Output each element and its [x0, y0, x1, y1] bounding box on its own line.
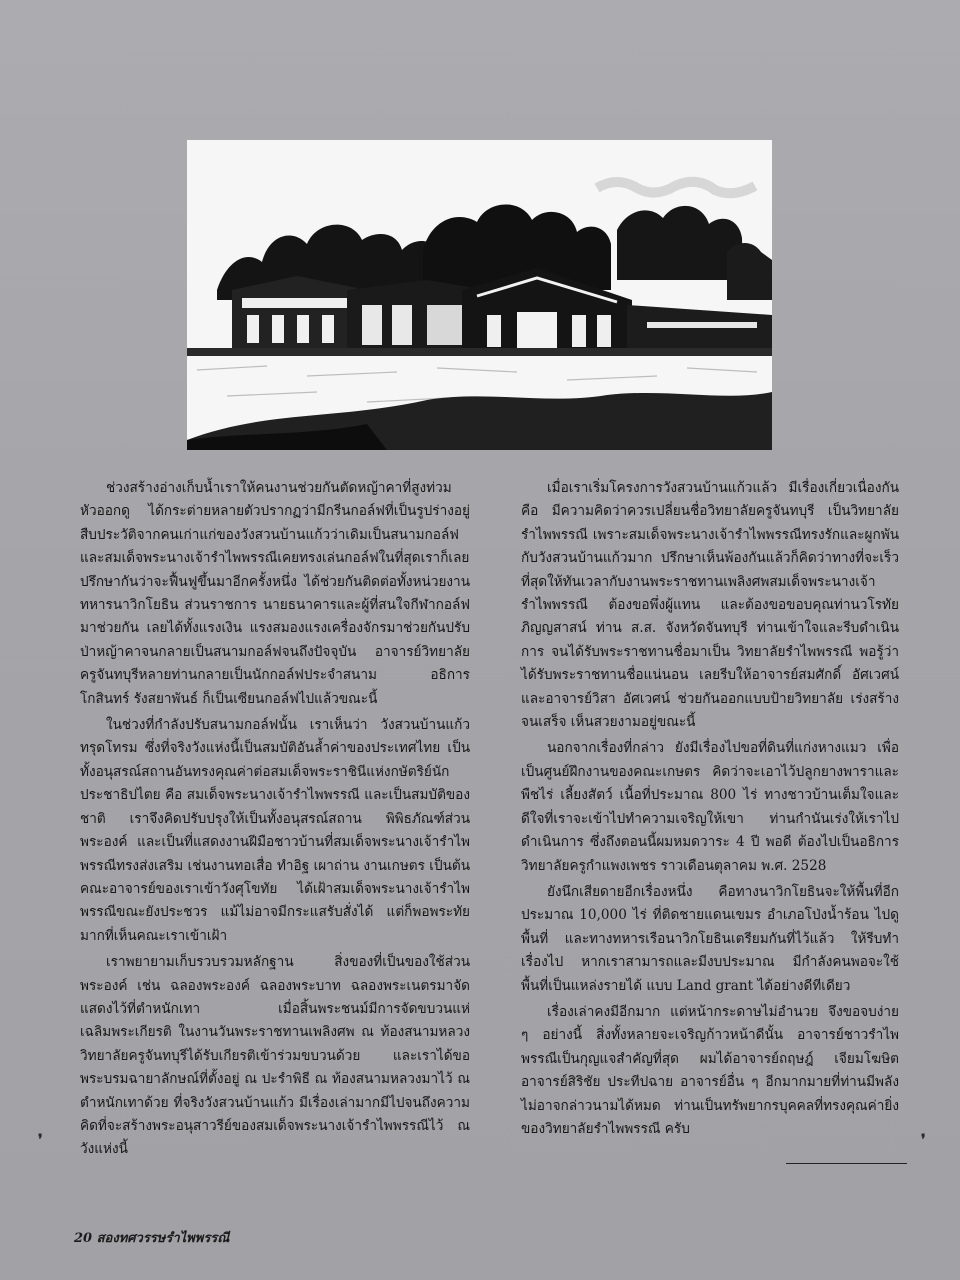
paragraph: เราพยายามเก็บรวบรวมหลักฐาน สิ่งของที่เป็นของใช้ส่วนพระองค์ เช่น ฉลองพระองค์ ฉลองพระบาท ฉลองพระเนตรมาจัดแสดงไว้ที่ตำหนักเทา เมื่อสิ้นพระชนม์มีการจัดขบวนแห่เฉลิมพระเกียรติ ในงานวันพระราชทานเพลิงศพ ณ ท้องสนามหลวง วิทยาลัยครูจันทบุรีได้รับเกียรติเข้าร่วมขบวนด้วย และเราได้ขอพระบรมฉายาลักษณ์ที่ตั้งอยู่ ณ ปะรำพิธี ณ ท้องสนามหลวงมาไว้ ณ ตำหนักเทาด้วย ที่จริงวังสวนบ้านแก้ว มีเรื่องเล่ามากมีไปจนถึงความคิดที่จะสร้างพระอนุสาวรีย์ของสมเด็จพระนางเจ้ารำไพพรรณีไว้ ณ วังแห่งนี้	[80, 954, 470, 1158]
article-end-rule	[786, 1163, 907, 1164]
paragraph: ยังนึกเสียดายอีกเรื่องหนึ่ง คือทางนาวิกโยธินจะให้พื้นที่อีกประมาณ 10,000 ไร่ ที่ติดชายแดนเขมร อำเภอโป่งน้ำร้อน ไปดูพื้นที่ และทางทหารเรือนาวิกโยธินเตรียมกันที่ไว้แล้ว ให้รีบทำเรื่องไป หากเราสามารถและมีงบประมาณ มีกำลังคนพอจะใช้พื้นที่เป็นแหล่งรายได้ แบบ Land grant ได้อย่างดีทีเดียว	[521, 883, 899, 994]
halftone-photo-campus-buildings	[187, 140, 772, 450]
page-footer: 20 สองทศวรรษรำไพพรรณี	[74, 1231, 230, 1246]
paragraph: เรื่องเล่าคงมีอีกมาก แต่หน้ากระดาษไม่อำนวย จึงขอจบง่าย ๆ อย่างนี้ สิ่งทั้งหลายจะเจริญก้าวหน้าดีนั้น อาจารย์ชาวรำไพพรรณีเป็นกุญแจสำคัญที่สุด ผมได้อาจารย์ถฤษฎ์ เจียมโฆษิต อาจารย์สิริชัย ประทีปฉาย อาจารย์อื่น ๆ อีกมากมายที่ท่านมีพลัง ไม่อาจกล่าวนามได้หมด ท่านเป็นทรัพยากรบุคคลที่ทรงคุณค่ายิ่งของวิทยาลัยรำไพพรรณี ครับ	[521, 1003, 899, 1137]
paragraph: เมื่อเราเริ่มโครงการวังสวนบ้านแก้วแล้ว มีเรื่องเกี่ยวเนื่องกันคือ มีความคิดว่าควรเปลี่ยนชื่อวิทยาลัยครูจันทบุรี เป็นวิทยาลัยรำไพพรรณี เพราะสมเด็จพระนางเจ้ารำไพพรรณีทรงรักและผูกพันกับวังสวนบ้านแก้วมาก ปรึกษาเห็นพ้องกันแล้วก็คิดว่าทางที่จะเร็วที่สุดให้ทันเวลากับงานพระราชทานเพลิงศพสมเด็จพระนางเจ้ารำไพพรรณี ต้องขอพึ่งผู้แทน และต้องขอขอบคุณท่านวโรทัย ภิญญสาสน์ ท่าน ส.ส. จังหวัดจันทบุรี ท่านเข้าใจและรีบดำเนินการ จนได้รับพระราชทานชื่อมาเป็น วิทยาลัยรำไพพรรณี พอรู้ว่าได้รับพระราชทานชื่อแน่นอน เลยรีบให้อาจารย์สมศักดิ์ อัศเวศน์ และอาจารย์วิสา อัศเวศน์ ช่วยกันออกแบบป้ายวิทยาลัย เร่งสร้างจนเสร็จ เห็นสวยงามอยู่ขณะนี้	[521, 480, 899, 731]
binding-mark-icon: ❜	[38, 1132, 43, 1148]
article-body	[80, 477, 910, 1177]
right-column	[521, 477, 899, 1144]
paragraph: ในช่วงที่กำลังปรับสนามกอล์ฟนั้น เราเห็นว่า วังสวนบ้านแก้วทรุดโทรม ซึ่งที่จริงวังแห่งนี้เป็นสมบัติอันล้ำค่าของประเทศไทย เป็นทั้งอนุสรณ์สถานอันทรงคุณค่าต่อสมเด็จพระราชินีแห่งกษัตริย์นักประชาธิปไตย คือ สมเด็จพระนางเจ้ารำไพพรรณี และเป็นสมบัติของชาติ เราจึงคิดปรับปรุงให้เป็นทั้งอนุสรณ์สถาน พิพิธภัณฑ์ส่วนพระองค์ และเป็นที่แสดงงานฝีมือชาวบ้านที่สมเด็จพระนางเจ้ารำไพพรรณีทรงส่งเสริม เช่นงานทอเสื่อ ทำอิฐ เผาถ่าน งานเกษตร เป็นต้น คณะอาจารย์ของเราเข้าวังศุโขทัย ได้เฝ้าสมเด็จพระนางเจ้ารำไพพรรณีขณะยังประชวร แม้ไม่อาจมีกระแสรับสั่งได้ แต่ก็พอพระทัยมากที่เห็นคณะเราเข้าเฝ้า	[80, 717, 470, 944]
paragraph: ช่วงสร้างอ่างเก็บน้ำเราให้คนงานช่วยกันตัดหญ้าคาที่สูงท่วมหัวออกดู ได้กระต่ายหลายตัวปรากฏว่ามีกรีนกอล์ฟที่เป็นรูปร่างอยู่ สืบประวัติจากคนเก่าแก่ของวังสวนบ้านแก้วว่าเดิมเป็นสนามกอล์ฟและสมเด็จพระนางเจ้ารำไพพรรณีเคยทรงเล่นกอล์ฟในที่สุดเราก็เลยปรึกษากันว่าจะฟื้นฟูขึ้นมาอีกครั้งหนึ่ง ได้ช่วยกันติดต่อทั้งหน่วยงานทหารนาวิกโยธิน ส่วนราชการ นายธนาคารและผู้ที่สนใจกีฬากอล์ฟมาช่วยกัน เลยได้ทั้งแรงเงิน แรงสมองแรงเครื่องจักรมาช่วยกันปรับป่าหญ้าคาจนกลายเป็นสนามกอล์ฟจนถึงปัจจุบัน อาจารย์วิทยาลัยครูจันทบุรีหลายท่านกลายเป็นนักกอล์ฟประจำสนาม อธิการโกสินทร์ รังสยาพันธ์ ก็เป็นเซียนกอล์ฟไปแล้วขณะนี้	[80, 480, 470, 707]
photo-illustration	[187, 140, 772, 450]
paragraph: นอกจากเรื่องที่กล่าว ยังมีเรื่องไปขอที่ดินที่แก่งหางแมว เพื่อเป็นศูนย์ฝึกงานของคณะเกษตร คิดว่าจะเอาไว้ปลูกยางพาราและพืชไร่ เลี้ยงสัตว์ เนื้อที่ประมาณ 800 ไร่ ทางชาวบ้านเต็มใจและดีใจที่เราจะเข้าไปทำความเจริญให้เขา ท่านกำนันเร่งให้เราไปดำเนินการ ซึ่งถึงตอนนี้ผมหมดวาระ 4 ปี พอดี ต้องไปเป็นอธิการวิทยาลัยครูกำแพงเพชร ราวเดือนตุลาคม พ.ศ. 2528	[521, 740, 899, 874]
left-column	[80, 477, 470, 1165]
binding-mark-icon: ❜	[921, 1132, 926, 1148]
